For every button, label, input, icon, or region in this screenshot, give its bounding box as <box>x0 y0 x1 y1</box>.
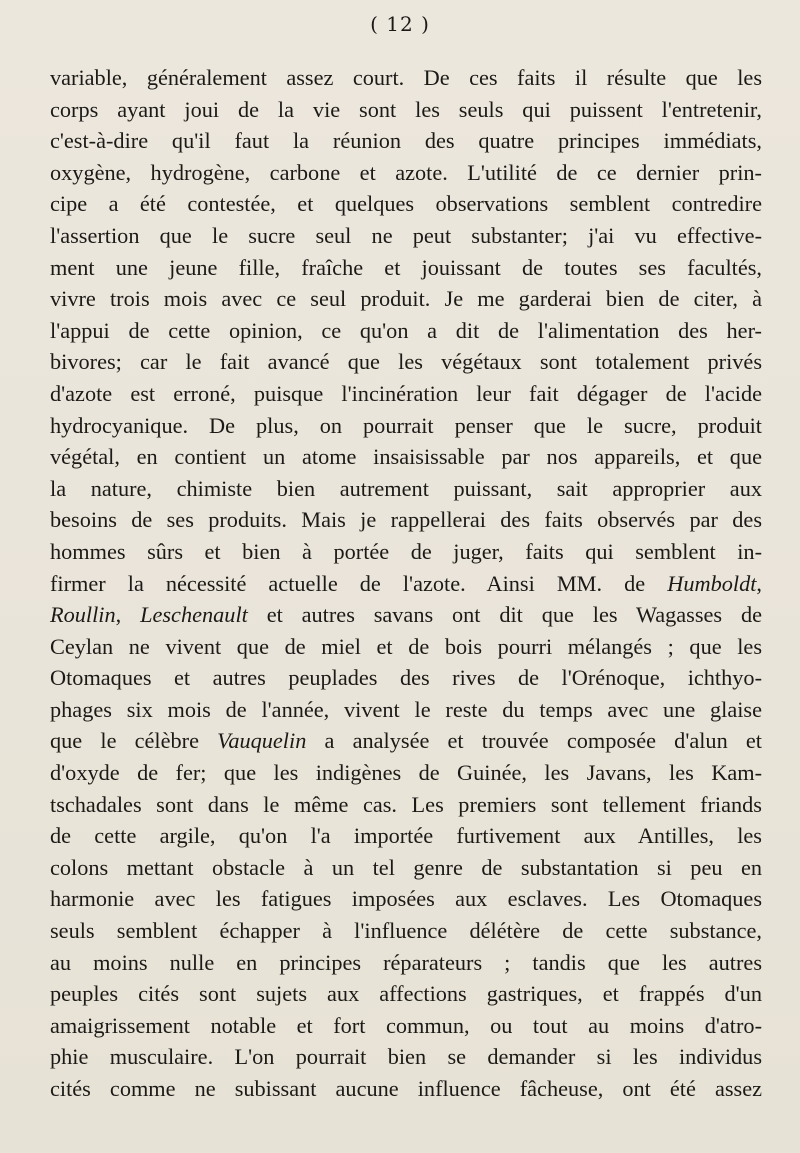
text-segment: firmer la nécessité actuelle de l'azote. Ainsi MM. de <box>50 570 668 596</box>
text-line <box>50 252 762 284</box>
page-number: ( 12 ) <box>370 12 430 36</box>
text-segment: seuls semblent échapper à l'influence délétère de cette substance, <box>50 918 762 944</box>
text-line <box>50 725 762 757</box>
text-segment: besoins de ses produits. Mais je rappellerai des faits observés par des <box>50 507 762 533</box>
text-segment: oxygène, hydrogène, carbone et azote. L'utilité de ce dernier prin- <box>50 159 762 185</box>
text-line <box>50 852 762 884</box>
text-segment: Otomaques et autres peuplades des rives de l'Orénoque, ichthyo- <box>50 665 762 691</box>
text-segment: de cette argile, qu'on l'a importée furtivement aux Antilles, les <box>50 823 762 849</box>
text-segment: cités comme ne subissant aucune influence fâcheuse, ont été assez <box>50 1076 762 1101</box>
text-line <box>50 378 762 410</box>
text-line <box>50 283 762 315</box>
text-segment: et autres savans ont dit que les Wagasses de <box>247 602 762 628</box>
text-line <box>50 315 762 347</box>
text-line <box>50 1073 762 1105</box>
text-segment: au moins nulle en principes réparateurs ; tandis que les autres <box>50 949 762 975</box>
text-line <box>50 978 762 1010</box>
text-line <box>50 441 762 473</box>
text-segment: Humboldt <box>667 570 757 596</box>
text-segment: Leschenault <box>140 602 248 628</box>
text-line <box>50 188 762 220</box>
text-line <box>50 599 762 631</box>
text-line <box>50 346 762 378</box>
text-segment: hydrocyanique. De plus, on pourrait penser que le sucre, produit <box>50 412 762 438</box>
text-segment: que le célèbre <box>50 728 218 754</box>
text-segment: , <box>756 570 762 596</box>
text-line <box>50 473 762 505</box>
text-segment: tschadales sont dans le même cas. Les premiers sont tellement friands <box>50 791 762 817</box>
text-segment: bivores; car le fait avancé que les végétaux sont totalement privés <box>50 349 762 375</box>
text-line <box>50 62 762 94</box>
text-line <box>50 504 762 536</box>
text-segment: Ceylan ne vivent que de miel et de bois pourri mélangés ; que les <box>50 633 762 659</box>
text-line <box>50 662 762 694</box>
text-line <box>50 1041 762 1073</box>
text-segment: vivre trois mois avec ce seul produit. Je me garderai bien de citer, à <box>50 286 762 312</box>
text-line <box>50 883 762 915</box>
text-line <box>50 757 762 789</box>
text-line <box>50 157 762 189</box>
text-line <box>50 568 762 600</box>
text-segment: hommes sûrs et bien à portée de juger, faits qui semblent in- <box>50 538 762 564</box>
text-segment: harmonie avec les fatigues imposées aux esclaves. Les Otomaques <box>50 886 762 912</box>
text-segment: variable, généralement assez court. De ces faits il résulte que les <box>50 65 762 90</box>
text-line <box>50 631 762 663</box>
text-segment: Vauquelin <box>217 728 307 754</box>
text-segment: c'est-à-dire qu'il faut la réunion des quatre principes immédiats, <box>50 128 762 154</box>
body-text <box>50 62 762 1105</box>
text-segment: d'oxyde de fer; que les indigènes de Guinée, les Javans, les Kam- <box>50 760 762 786</box>
text-segment: amaigrissement notable et fort commun, ou tout au moins d'atro- <box>50 1012 762 1038</box>
text-line <box>50 694 762 726</box>
text-segment: ment une jeune fille, fraîche et jouissant de toutes ses facultés, <box>50 254 762 280</box>
text-segment: phie musculaire. L'on pourrait bien se demander si les individus <box>50 1044 762 1070</box>
text-line <box>50 820 762 852</box>
text-line <box>50 536 762 568</box>
text-segment: Roullin <box>50 602 116 628</box>
text-segment: l'assertion que le sucre seul ne peut substanter; j'ai vu effective- <box>50 222 762 248</box>
text-line <box>50 789 762 821</box>
text-segment: la nature, chimiste bien autrement puissant, sait approprier aux <box>50 475 762 501</box>
text-segment: végétal, en contient un atome insaisissable par nos appareils, et que <box>50 444 762 470</box>
text-segment: l'appui de cette opinion, ce qu'on a dit de l'alimentation des her- <box>50 317 762 343</box>
text-line <box>50 947 762 979</box>
text-line <box>50 410 762 442</box>
text-segment: , <box>115 602 141 628</box>
text-line <box>50 94 762 126</box>
text-segment: a analysée et trouvée composée d'alun et <box>306 728 762 754</box>
text-segment: colons mettant obstacle à un tel genre de substantation si peu en <box>50 854 762 880</box>
text-segment: corps ayant joui de la vie sont les seuls qui puissent l'entretenir, <box>50 96 762 122</box>
text-segment: phages six mois de l'année, vivent le reste du temps avec une glaise <box>50 696 762 722</box>
text-segment: d'azote est erroné, puisque l'incinération leur fait dégager de l'acide <box>50 380 762 406</box>
text-line <box>50 1010 762 1042</box>
text-segment: peuples cités sont sujets aux affections gastriques, et frappés d'un <box>50 981 762 1007</box>
text-line <box>50 125 762 157</box>
text-line <box>50 220 762 252</box>
text-line <box>50 915 762 947</box>
text-segment: cipe a été contestée, et quelques observations semblent contredire <box>50 191 762 217</box>
